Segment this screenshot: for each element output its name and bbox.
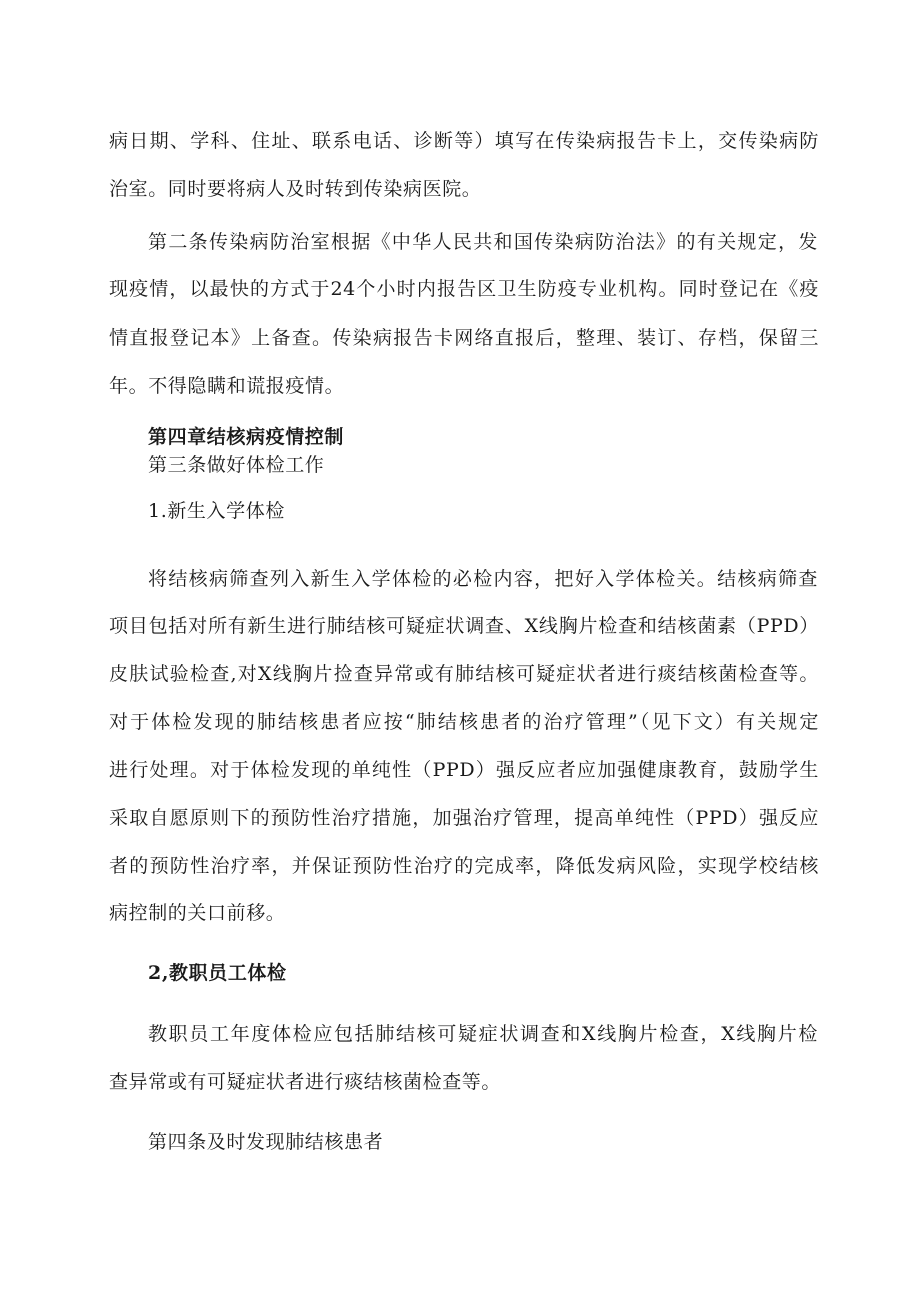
paragraph-line: 年。不得隐瞒和谎报疫情。 <box>109 375 345 397</box>
paragraph-line: 皮肤试验检查,对X线胸片捡查异常或有肺结核可疑症状者进行痰结核菌检查等。 <box>109 663 819 685</box>
paragraph-line: 现疫情，以最快的方式于24个小时内报告区卫生防疫专业机构。同时登记在《疫 <box>109 278 819 300</box>
article-heading: 第三条做好体检工作 <box>148 454 325 476</box>
paragraph-line: 治室。同时要将病人及时转到传染病医院。 <box>109 178 482 200</box>
paragraph-line: 教职员工年度体检应包括肺结核可疑症状调查和X线胸片检查，X线胸片检 <box>148 1023 818 1045</box>
chapter-heading: 第四章结核病疫情控制 <box>148 426 345 448</box>
paragraph-line: 情直报登记本》上备查。传染病报告卡网络直报后，整理、装订、存档，保留三 <box>109 327 819 349</box>
paragraph-line: 项目包括对所有新生进行肺结核可疑症状调查、X线胸片检查和结核菌素（PPD） <box>109 615 819 637</box>
paragraph-line: 将结核病筛查列入新生入学体检的必检内容，把好入学体检关。结核病筛查 <box>148 568 818 590</box>
section-heading: 1.新生入学体检 <box>148 500 285 522</box>
paragraph-line: 病控制的关口前移。 <box>109 902 286 924</box>
paragraph-line: 对于体检发现的肺结核患者应按“肺结核患者的治疗管理”（见下文）有关规定 <box>109 711 819 733</box>
section-heading: 2,教职员工体检 <box>148 962 287 984</box>
article-heading: 第四条及时发现肺结核患者 <box>148 1131 384 1153</box>
paragraph-line: 采取自愿原则下的预防性治疗措施，加强治疗管理，提高单纯性（PPD）强反应 <box>109 807 819 829</box>
paragraph-line: 者的预防性治疗率，并保证预防性治疗的完成率，降低发病风险，实现学校结核 <box>109 855 819 877</box>
paragraph-line: 查异常或有可疑症状者进行痰结核菌检查等。 <box>109 1071 502 1093</box>
paragraph-line: 病日期、学科、住址、联系电话、诊断等）填写在传染病报告卡上，交传染病防 <box>109 130 819 152</box>
paragraph-line: 进行处理。对于体检发现的单纯性（PPD）强反应者应加强健康教育，鼓励学生 <box>109 759 819 781</box>
paragraph-line: 第二条传染病防治室根据《中华人民共和国传染病防治法》的有关规定，发 <box>148 231 818 253</box>
